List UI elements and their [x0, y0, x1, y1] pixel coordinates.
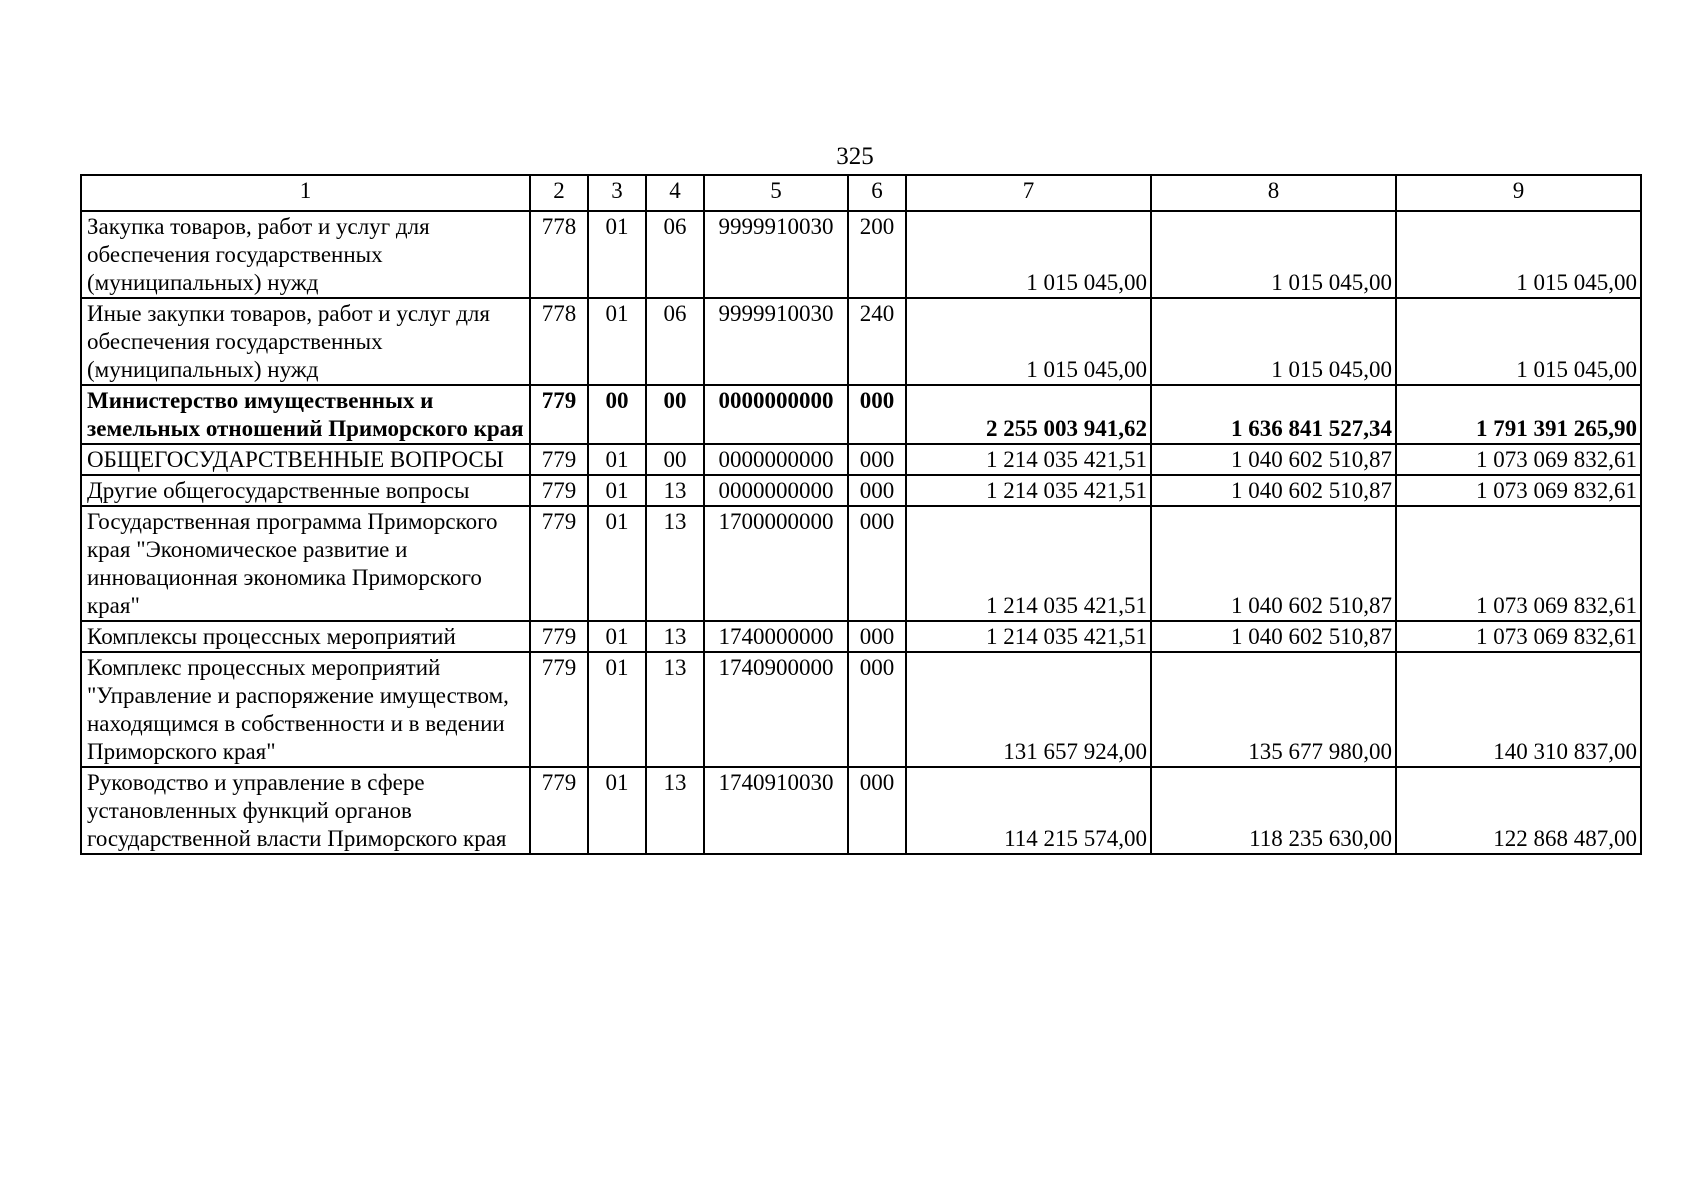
header-cell: 8: [1151, 175, 1396, 211]
subsection-code-cell: 13: [646, 767, 704, 854]
header-cell: 2: [530, 175, 588, 211]
amount-col9-cell: 122 868 487,00: [1396, 767, 1641, 854]
budget-table: [80, 174, 1642, 855]
header-cell: 5: [704, 175, 848, 211]
table-row: [81, 385, 1641, 444]
section-code-cell: 00: [588, 385, 646, 444]
target-code-cell: 1700000000: [704, 506, 848, 621]
section-code-cell: 01: [588, 211, 646, 298]
table-row: [81, 475, 1641, 506]
row-name-cell: Руководство и управление в сфере установленных функций органов государственной власти Приморского края: [81, 767, 530, 854]
amount-col8-cell: 118 235 630,00: [1151, 767, 1396, 854]
section-code-cell: 01: [588, 475, 646, 506]
target-code-cell: 1740910030: [704, 767, 848, 854]
section-code-cell: 01: [588, 444, 646, 475]
table-row: [81, 211, 1641, 298]
header-cell: 9: [1396, 175, 1641, 211]
section-code-cell: 01: [588, 298, 646, 385]
amount-col7-cell: 1 214 035 421,51: [906, 444, 1151, 475]
ministry-code-cell: 779: [530, 475, 588, 506]
ministry-code-cell: 779: [530, 385, 588, 444]
expense-type-cell: 000: [848, 767, 906, 854]
section-code-cell: 01: [588, 621, 646, 652]
ministry-code-cell: 779: [530, 652, 588, 767]
expense-type-cell: 000: [848, 652, 906, 767]
target-code-cell: 0000000000: [704, 385, 848, 444]
amount-col9-cell: 1 073 069 832,61: [1396, 621, 1641, 652]
expense-type-cell: 200: [848, 211, 906, 298]
amount-col7-cell: 1 015 045,00: [906, 211, 1151, 298]
target-code-cell: 0000000000: [704, 444, 848, 475]
expense-type-cell: 000: [848, 444, 906, 475]
subsection-code-cell: 06: [646, 211, 704, 298]
section-code-cell: 01: [588, 652, 646, 767]
amount-col9-cell: 1 073 069 832,61: [1396, 506, 1641, 621]
expense-type-cell: 000: [848, 506, 906, 621]
amount-col8-cell: 1 015 045,00: [1151, 298, 1396, 385]
header-cell: 7: [906, 175, 1151, 211]
table-header-row: [81, 175, 1641, 211]
expense-type-cell: 000: [848, 621, 906, 652]
page-number: 325: [836, 143, 874, 170]
header-cell: 4: [646, 175, 704, 211]
header-cell: 3: [588, 175, 646, 211]
amount-col8-cell: 1 015 045,00: [1151, 211, 1396, 298]
row-name-cell: Иные закупки товаров, работ и услуг для обеспечения государственных (муниципальных) нужд: [81, 298, 530, 385]
ministry-code-cell: 778: [530, 298, 588, 385]
ministry-code-cell: 779: [530, 506, 588, 621]
expense-type-cell: 240: [848, 298, 906, 385]
row-name-cell: Комплексы процессных мероприятий: [81, 621, 530, 652]
amount-col7-cell: 114 215 574,00: [906, 767, 1151, 854]
amount-col9-cell: 1 073 069 832,61: [1396, 444, 1641, 475]
amount-col7-cell: 1 214 035 421,51: [906, 621, 1151, 652]
subsection-code-cell: 13: [646, 621, 704, 652]
header-cell: 1: [81, 175, 530, 211]
subsection-code-cell: 13: [646, 475, 704, 506]
row-name-cell: ОБЩЕГОСУДАРСТВЕННЫЕ ВОПРОСЫ: [81, 444, 530, 475]
amount-col8-cell: 1 040 602 510,87: [1151, 444, 1396, 475]
row-name-cell: Комплекс процессных мероприятий "Управление и распоряжение имуществом, находящимся в собственности и в ведении Приморского края": [81, 652, 530, 767]
amount-col7-cell: 1 015 045,00: [906, 298, 1151, 385]
amount-col8-cell: 1 040 602 510,87: [1151, 506, 1396, 621]
ministry-code-cell: 779: [530, 767, 588, 854]
table-row: [81, 621, 1641, 652]
amount-col7-cell: 1 214 035 421,51: [906, 506, 1151, 621]
row-name-cell: Государственная программа Приморского края "Экономическое развитие и инновационная экономика Приморского края": [81, 506, 530, 621]
table-row: [81, 506, 1641, 621]
section-code-cell: 01: [588, 767, 646, 854]
ministry-code-cell: 779: [530, 444, 588, 475]
header-cell: 6: [848, 175, 906, 211]
subsection-code-cell: 13: [646, 506, 704, 621]
ministry-code-cell: 779: [530, 621, 588, 652]
amount-col9-cell: 1 791 391 265,90: [1396, 385, 1641, 444]
ministry-code-cell: 778: [530, 211, 588, 298]
subsection-code-cell: 13: [646, 652, 704, 767]
row-name-cell: Закупка товаров, работ и услуг для обеспечения государственных (муниципальных) нужд: [81, 211, 530, 298]
target-code-cell: 0000000000: [704, 475, 848, 506]
expense-type-cell: 000: [848, 385, 906, 444]
amount-col7-cell: 131 657 924,00: [906, 652, 1151, 767]
section-code-cell: 01: [588, 506, 646, 621]
amount-col8-cell: 1 636 841 527,34: [1151, 385, 1396, 444]
amount-col9-cell: 1 015 045,00: [1396, 298, 1641, 385]
amount-col7-cell: 1 214 035 421,51: [906, 475, 1151, 506]
table-row: [81, 444, 1641, 475]
amount-col8-cell: 1 040 602 510,87: [1151, 475, 1396, 506]
target-code-cell: 9999910030: [704, 211, 848, 298]
expense-type-cell: 000: [848, 475, 906, 506]
table-row: [81, 298, 1641, 385]
amount-col7-cell: 2 255 003 941,62: [906, 385, 1151, 444]
subsection-code-cell: 06: [646, 298, 704, 385]
row-name-cell: Министерство имущественных и земельных отношений Приморского края: [81, 385, 530, 444]
table-row: [81, 767, 1641, 854]
amount-col9-cell: 1 015 045,00: [1396, 211, 1641, 298]
amount-col8-cell: 135 677 980,00: [1151, 652, 1396, 767]
target-code-cell: 9999910030: [704, 298, 848, 385]
subsection-code-cell: 00: [646, 444, 704, 475]
amount-col8-cell: 1 040 602 510,87: [1151, 621, 1396, 652]
amount-col9-cell: 140 310 837,00: [1396, 652, 1641, 767]
target-code-cell: 1740900000: [704, 652, 848, 767]
amount-col9-cell: 1 073 069 832,61: [1396, 475, 1641, 506]
row-name-cell: Другие общегосударственные вопросы: [81, 475, 530, 506]
subsection-code-cell: 00: [646, 385, 704, 444]
table-row: [81, 652, 1641, 767]
target-code-cell: 1740000000: [704, 621, 848, 652]
